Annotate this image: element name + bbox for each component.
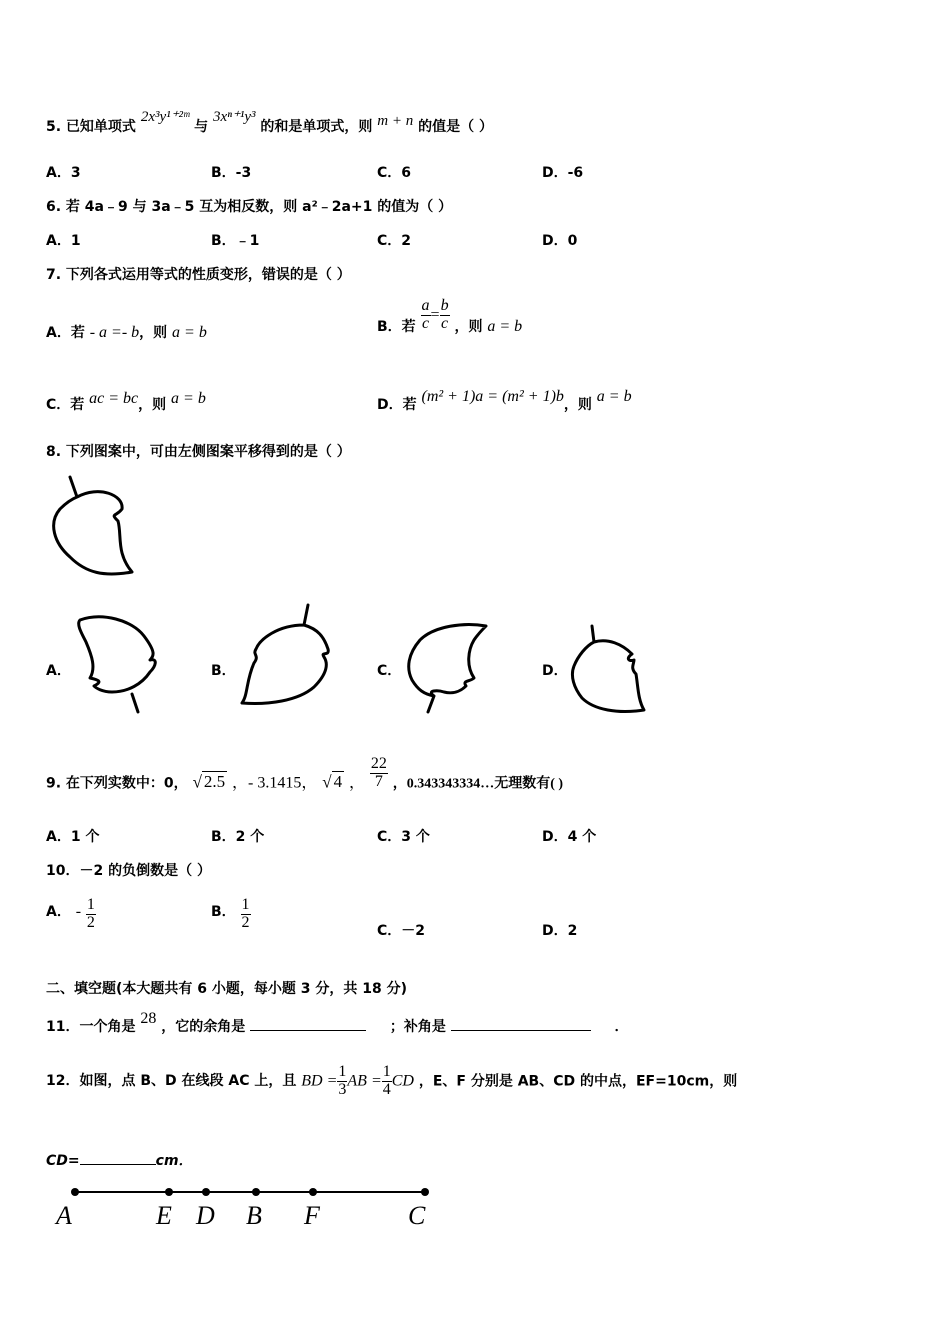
q8-reference-leaf xyxy=(44,475,144,585)
q5-option-d[interactable]: D．-6 xyxy=(542,165,584,181)
section-2-title: 二、填空题(本大题共有 6 小题，每小题 3 分，共 18 分) xyxy=(46,981,408,997)
point-d xyxy=(202,1188,210,1196)
q5-stem: 5. 已知单项式 2x³y¹⁺²ᵐ 与 3xⁿ⁺¹y³ 的和是单项式，则 m + n 的值是（ ） xyxy=(46,109,493,135)
q8-option-a[interactable]: A． xyxy=(46,663,71,679)
q5-option-a[interactable]: A．3 xyxy=(46,165,81,181)
q8-option-c-leaf[interactable] xyxy=(404,620,494,720)
q10-option-c[interactable]: C．－2 xyxy=(377,923,426,939)
label-e: E xyxy=(156,1201,172,1230)
point-c xyxy=(421,1188,429,1196)
q6-option-d[interactable]: D．0 xyxy=(542,233,578,249)
q8-option-b-leaf[interactable] xyxy=(238,603,338,713)
q5-option-c[interactable]: C．6 xyxy=(377,165,412,181)
q10-stem: 10．－2 的负倒数是（ ） xyxy=(46,863,211,879)
q10-option-a[interactable]: A． - $\frac{1}{2}$ xyxy=(46,896,95,931)
point-f xyxy=(309,1188,317,1196)
q6-option-b[interactable]: B．﹣1 xyxy=(211,233,260,249)
q10-option-b[interactable]: B． $\frac{1}{2}$ xyxy=(211,896,250,931)
label-b: B xyxy=(246,1201,262,1230)
point-e xyxy=(165,1188,173,1196)
q8-option-d-leaf[interactable] xyxy=(568,624,653,719)
q7-stem: 7. 下列各式运用等式的性质变形，错误的是（ ） xyxy=(46,267,351,283)
q7-option-b[interactable]: B．若 $\frac{a}{c}$ = $\frac{b}{c}$ ，则 a = b xyxy=(377,297,523,336)
q9-stem: 9. 在下列实数中：0， √ 2.5 ，- 3.1415， √ 4 ， $\frac{22}{7}$ ，0.343343334…无理数有( ) xyxy=(46,755,564,792)
q12-segment-figure xyxy=(50,1180,450,1230)
q12-answer-line: CD= cm． xyxy=(46,1153,193,1169)
q11-stem: 11．一个角是 28 ，它的余角是 ；补角是 ． xyxy=(46,1010,629,1035)
q9-option-a[interactable]: A．1 个 xyxy=(46,829,100,845)
label-c: C xyxy=(408,1201,426,1230)
q9-option-c[interactable]: C．3 个 xyxy=(377,829,430,845)
point-a xyxy=(71,1188,79,1196)
q6-option-c[interactable]: C．2 xyxy=(377,233,412,249)
q10-option-d[interactable]: D．2 xyxy=(542,923,578,939)
q11-blank-supplement[interactable] xyxy=(451,1030,591,1031)
q7-option-a[interactable]: A．若 - a =- b，则 a = b xyxy=(46,324,207,341)
q5-option-b[interactable]: B．-3 xyxy=(211,165,252,181)
q9-option-b[interactable]: B．2 个 xyxy=(211,829,265,845)
q12-stem: 12．如图，点 B、D 在线段 AC 上，且 BD = $\frac{1}{3}$ AB = $\frac{1}{4}$ CD ，E、F 分别是 AB、CD 的中点，EF=10cm，则 xyxy=(46,1063,738,1098)
point-b xyxy=(252,1188,260,1196)
q6-option-a[interactable]: A．1 xyxy=(46,233,81,249)
q11-blank-complement[interactable] xyxy=(250,1030,366,1031)
q8-option-c[interactable]: C． xyxy=(377,663,402,679)
q8-stem: 8. 下列图案中，可由左侧图案平移得到的是（ ） xyxy=(46,444,351,460)
q9-option-d[interactable]: D．4 个 xyxy=(542,829,597,845)
label-a: A xyxy=(56,1201,72,1230)
q8-option-a-leaf[interactable] xyxy=(72,612,167,717)
q8-option-b[interactable]: B． xyxy=(211,663,236,679)
q7-option-c[interactable]: C．若 ac = bc，则 a = b xyxy=(46,390,206,413)
q7-option-d[interactable]: D．若 (m² + 1)a = (m² + 1)b，则 a = b xyxy=(377,388,632,413)
q12-blank-cd[interactable] xyxy=(80,1164,156,1165)
q6-stem: 6. 若 4a﹣9 与 3a﹣5 互为相反数，则 a²﹣2a+1 的值为（ ） xyxy=(46,199,453,215)
label-f: F xyxy=(304,1201,320,1230)
label-d: D xyxy=(196,1201,215,1230)
q8-option-d[interactable]: D． xyxy=(542,663,568,679)
